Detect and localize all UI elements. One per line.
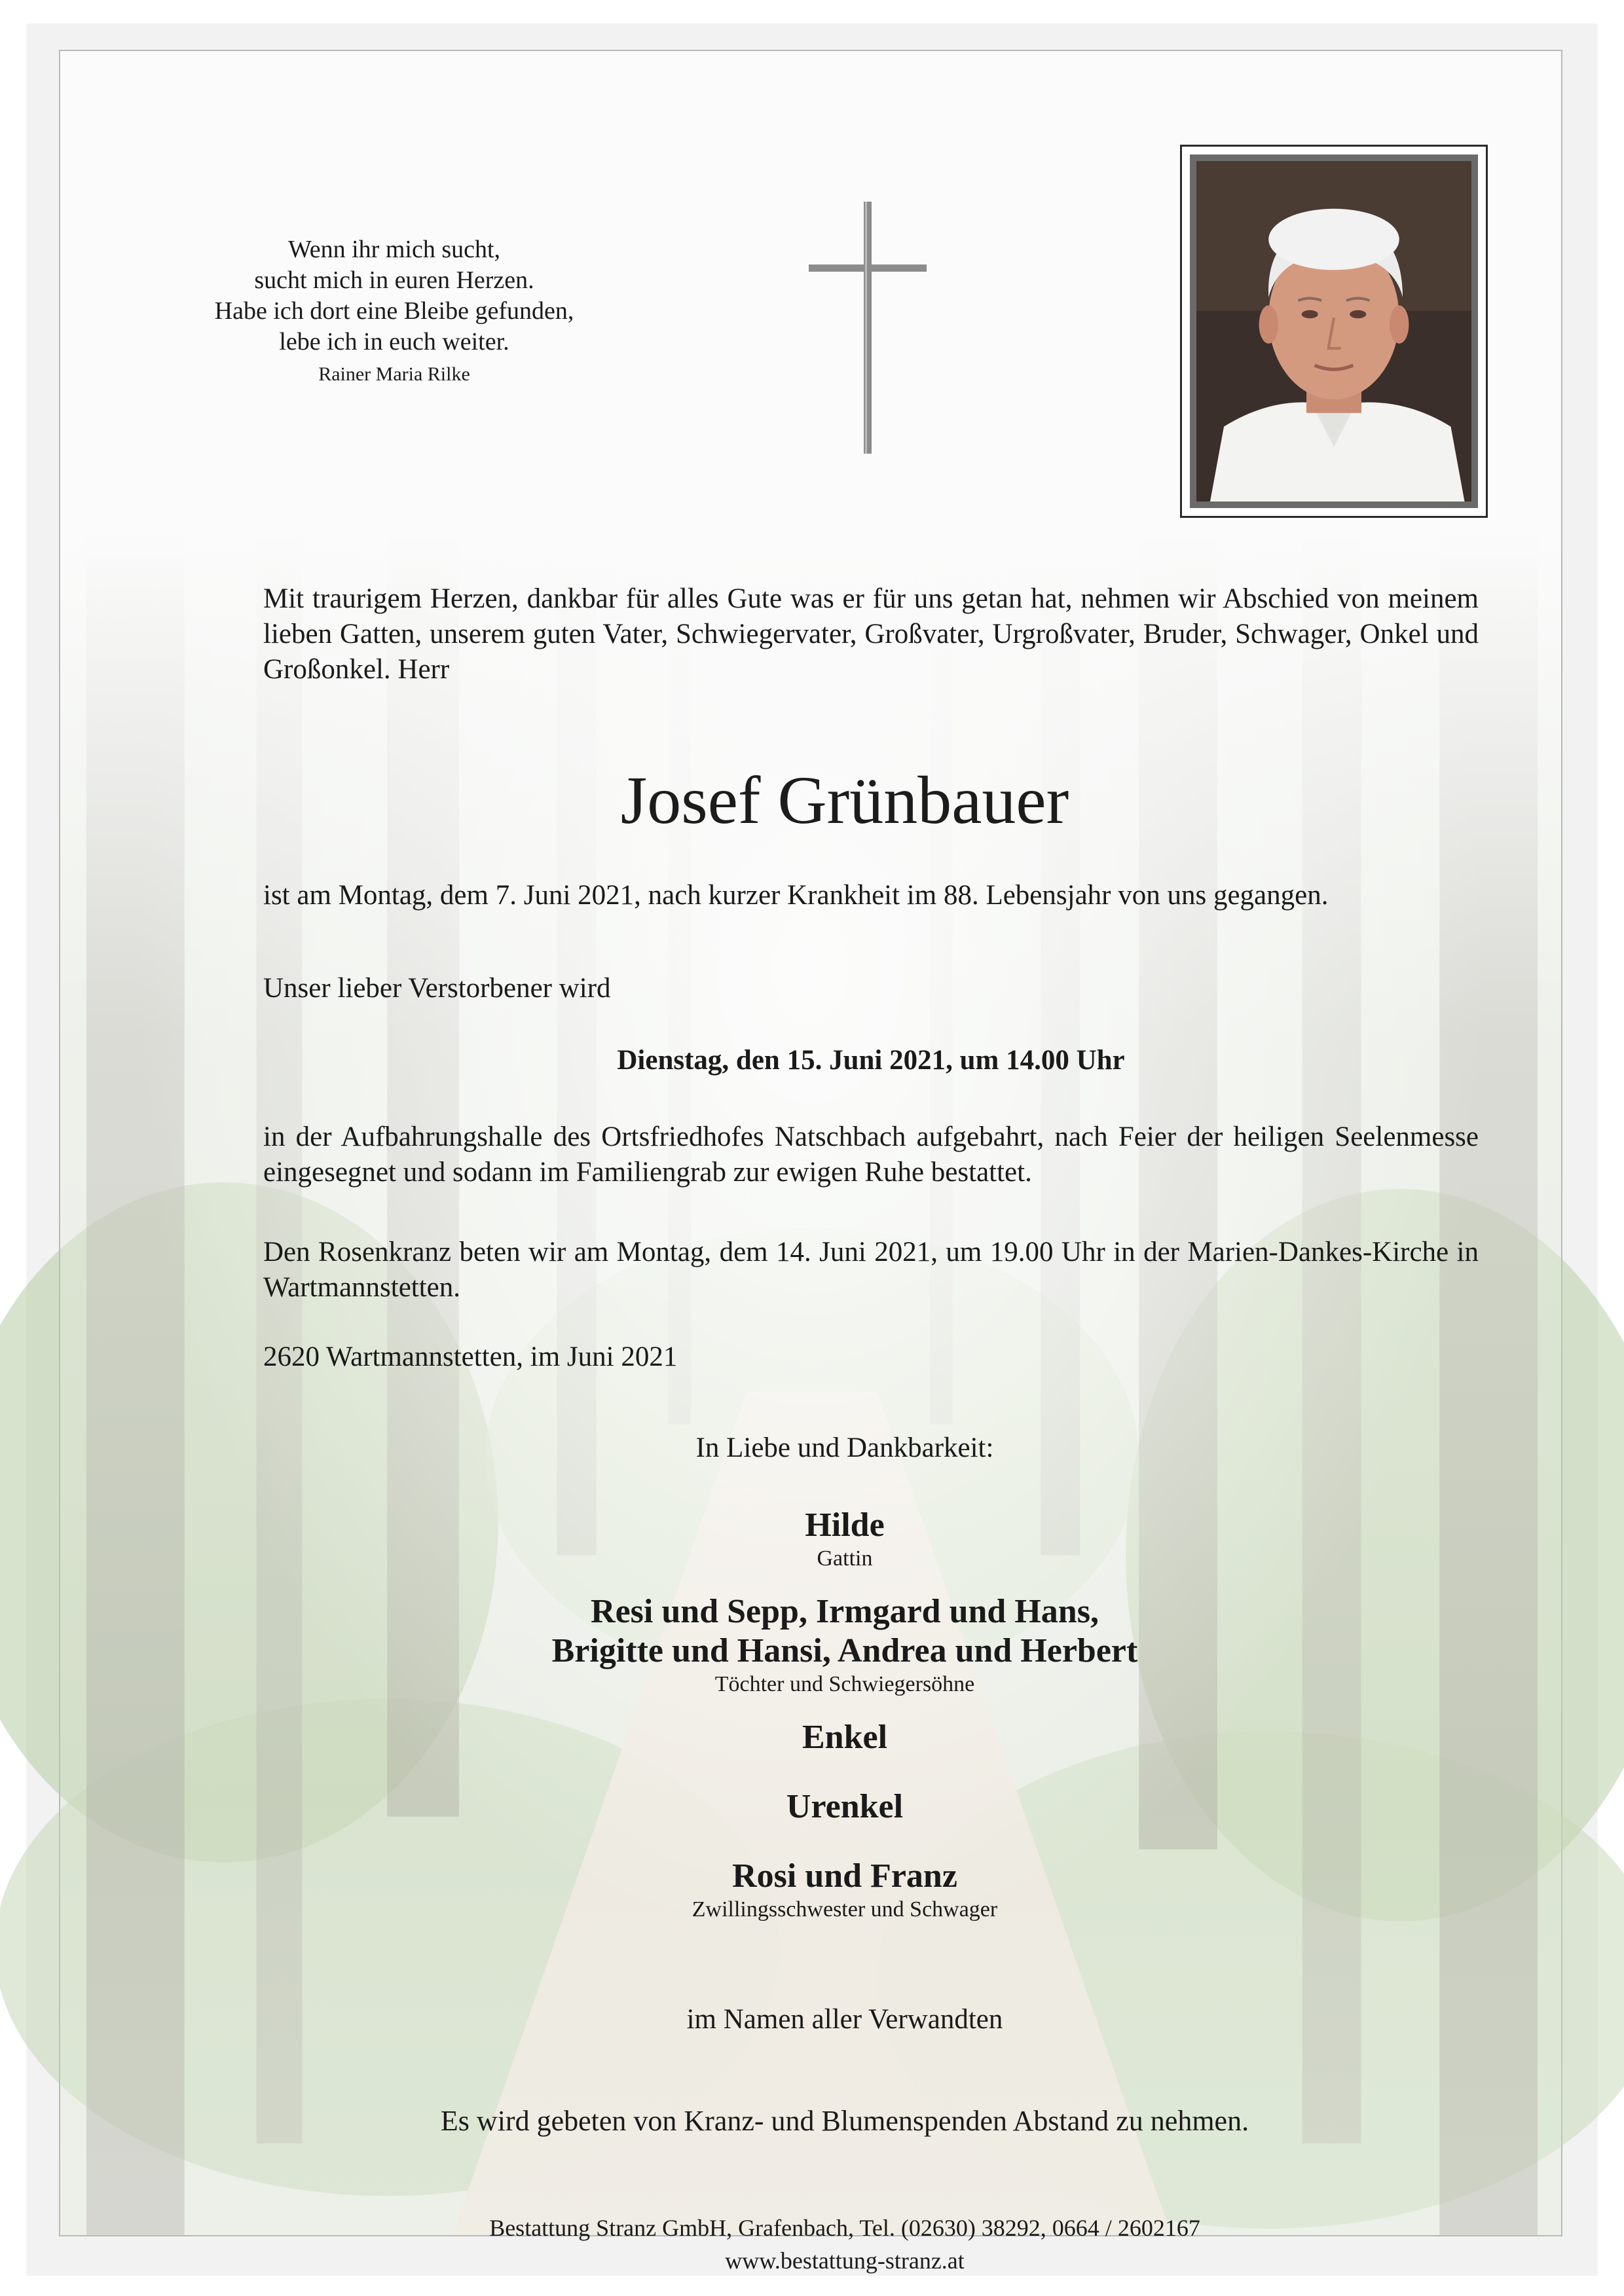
mourner-name: Rosi und Franz xyxy=(732,1857,957,1895)
poem-line: Habe ich dort eine Bleibe gefunden, xyxy=(214,297,574,325)
lead-in: Unser lieber Verstorbener wird xyxy=(263,973,611,1004)
footer-company: Bestattung Stranz GmbH, Grafenbach, Tel. (02630) 38292, 0664 / 2602167 xyxy=(489,2215,1200,2241)
mourner-name: Hilde xyxy=(805,1506,885,1544)
deceased-name: Josef Grünbauer xyxy=(620,763,1069,838)
mourners-list xyxy=(211,1506,1479,1923)
mourner-role: Töchter und Schwiegersöhne xyxy=(714,1672,975,1696)
flower-request: Es wird gebeten von Kranz- und Blumenspenden Abstand zu nehmen. xyxy=(440,2105,1249,2137)
poem-author: Rainer Maria Rilke xyxy=(318,363,470,385)
mourners-intro: In Liebe und Dankbarkeit: xyxy=(695,1432,994,1463)
page-sheet xyxy=(26,24,1598,2276)
portrait-frame xyxy=(1180,145,1488,518)
mourner-name: Resi und Sepp, Irmgard und Hans, xyxy=(591,1593,1099,1630)
rosary-notice: Den Rosenkranz beten wir am Montag, dem 14. Juni 2021, um 19.00 Uhr in der Marien-Dankes-Kirche in Wartmannstetten. xyxy=(263,1237,1479,1303)
poem-line: Wenn ihr mich sucht, xyxy=(287,236,501,263)
poem-line: lebe ich in euch weiter. xyxy=(279,328,509,355)
relatives-line: im Namen aller Verwandten xyxy=(686,2004,1003,2035)
mourner-name: Enkel xyxy=(802,1719,888,1756)
death-notice: ist am Montag, dem 7. Juni 2021, nach kurzer Krankheit im 88. Lebensjahr von uns gegangen. xyxy=(263,880,1329,911)
cross-icon xyxy=(809,202,927,464)
portrait-photo xyxy=(1196,161,1471,501)
funeral-date: Dienstag, den 15. Juni 2021, um 14.00 Uhr xyxy=(617,1045,1125,1076)
mourner-role: Gattin xyxy=(817,1546,873,1571)
funeral-details: in der Aufbahrungshalle des Ortsfriedhofes Natschbach aufgebahrt, nach Feier der heiligen Seelenmesse eingesegnet und sodann im Familiengrab zur ewigen Ruhe bestattet. xyxy=(263,1121,1479,1188)
intro-paragraph: Mit traurigem Herzen, dankbar für alles Gute was er für uns getan hat, nehmen wir Abschied von meinem lieben Gatten, unserem guten Vater, Schwiegervater, Großvater, Urgroßvater, Bruder, Schwager, Onkel und Großonkel. Herr xyxy=(263,583,1479,685)
footer-website[interactable]: www.bestattung-stranz.at xyxy=(725,2248,965,2274)
mourner-name: Urenkel xyxy=(786,1788,904,1825)
mourner-name: Brigitte und Hansi, Andrea und Herbert xyxy=(551,1632,1138,1669)
portrait-mat xyxy=(1190,155,1478,508)
mourner-role: Zwillingsschwester und Schwager xyxy=(692,1897,998,1922)
place-date: 2620 Wartmannstetten, im Juni 2021 xyxy=(263,1341,678,1372)
poem-line: sucht mich in euren Herzen. xyxy=(254,266,534,294)
obituary-frame xyxy=(59,50,1562,2274)
poem xyxy=(211,234,578,392)
footer xyxy=(211,2212,1479,2277)
